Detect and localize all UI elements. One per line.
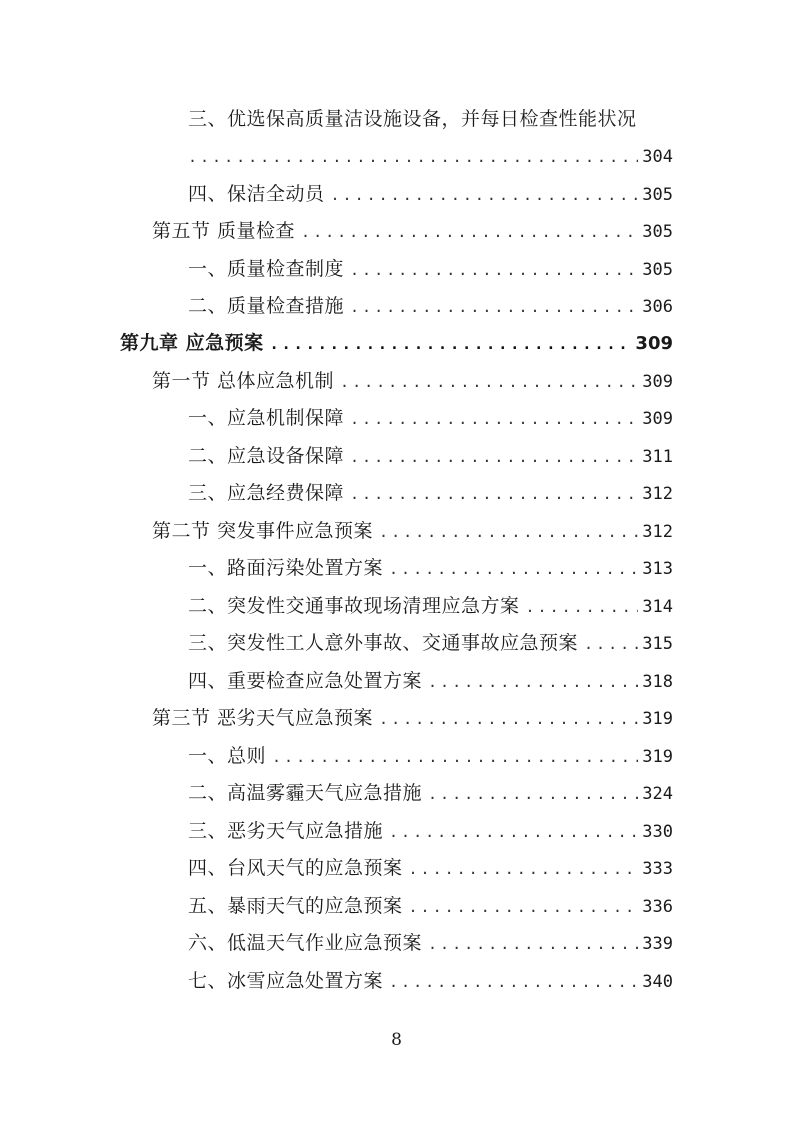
toc-entry[interactable] bbox=[152, 703, 673, 733]
toc-entry-page: 305 bbox=[642, 260, 673, 280]
toc-leader-dots bbox=[188, 142, 638, 172]
toc-entry-page: 324 bbox=[642, 784, 673, 804]
toc-entry[interactable] bbox=[188, 666, 673, 696]
toc-entry-page: 305 bbox=[642, 185, 673, 205]
toc-leader-dots bbox=[350, 255, 638, 285]
toc-entry-page: 311 bbox=[642, 447, 673, 467]
toc-entry[interactable] bbox=[188, 291, 673, 321]
toc-leader-dots bbox=[272, 742, 638, 772]
toc-entry-label: 七、冰雪应急处置方案 bbox=[188, 970, 384, 992]
toc-leader-dots bbox=[340, 367, 638, 397]
toc-entry-page: 306 bbox=[642, 297, 673, 317]
toc-entry-label: 第一节 总体应急机制 bbox=[152, 370, 335, 392]
toc-entry-label: 四、保洁全动员 bbox=[188, 183, 325, 205]
toc-entry-label: 第九章 应急预案 bbox=[120, 332, 264, 354]
toc-entry-page: 313 bbox=[642, 559, 673, 579]
toc-entry-label: 六、低温天气作业应急预案 bbox=[188, 932, 423, 954]
toc-entry-page: 318 bbox=[642, 672, 673, 692]
toc-entry-page: 304 bbox=[642, 147, 673, 167]
toc-leader-dots bbox=[331, 180, 639, 210]
toc-entry-page: 330 bbox=[642, 822, 673, 842]
toc-leader-dots bbox=[350, 442, 638, 472]
toc-entry[interactable] bbox=[188, 553, 673, 583]
toc-leader-dots bbox=[584, 629, 638, 659]
toc-leader-dots bbox=[409, 854, 639, 884]
toc-entry-label: 第二节 突发事件应急预案 bbox=[152, 520, 374, 542]
toc-entry[interactable] bbox=[188, 591, 673, 621]
toc-chapter-entry[interactable] bbox=[120, 328, 673, 358]
toc-entry[interactable] bbox=[188, 816, 673, 846]
toc-entry-label: 第五节 质量检查 bbox=[152, 220, 296, 242]
toc-entry[interactable] bbox=[188, 778, 673, 808]
toc-entry-page: 333 bbox=[642, 859, 673, 879]
toc-entry-label: 二、高温雾霾天气应急措施 bbox=[188, 782, 423, 804]
toc-entry-label: 四、重要检查应急处置方案 bbox=[188, 670, 423, 692]
toc-leader-dots bbox=[428, 929, 638, 959]
toc-entry[interactable] bbox=[152, 516, 673, 546]
toc-leader-dots bbox=[389, 817, 638, 847]
toc-leader-dots bbox=[350, 404, 638, 434]
toc-entry-label: 三、优选保高质量洁设施设备，并每日检查性能状况 bbox=[188, 108, 637, 130]
toc-entry-label: 二、突发性交通事故现场清理应急方案 bbox=[188, 595, 520, 617]
toc-entry-label: 三、突发性工人意外事故、交通事故应急预案 bbox=[188, 632, 579, 654]
toc-entry-page: 339 bbox=[642, 934, 673, 954]
toc-entry[interactable] bbox=[188, 891, 673, 921]
toc-entry[interactable] bbox=[188, 628, 673, 658]
toc-entry-label: 一、质量检查制度 bbox=[188, 258, 345, 280]
toc-entry-label: 一、总则 bbox=[188, 745, 267, 767]
toc-entry-page: 305 bbox=[642, 222, 673, 242]
toc-leader-dots bbox=[428, 667, 638, 697]
toc-leader-dots bbox=[389, 967, 638, 997]
toc-entry-page: 319 bbox=[642, 709, 673, 729]
toc-entry[interactable] bbox=[188, 928, 673, 958]
toc-entry-label: 五、暴雨天气的应急预案 bbox=[188, 895, 403, 917]
toc-entry[interactable] bbox=[188, 853, 673, 883]
toc-entry-label: 二、应急设备保障 bbox=[188, 445, 345, 467]
toc-leader-dots bbox=[389, 554, 638, 584]
toc-entry-label: 一、应急机制保障 bbox=[188, 407, 345, 429]
toc-leader-dots bbox=[270, 329, 632, 359]
toc-entry[interactable] bbox=[188, 441, 673, 471]
toc-entry-label: 三、应急经费保障 bbox=[188, 482, 345, 504]
toc-entry-page: 314 bbox=[642, 597, 673, 617]
toc-entry-page: 309 bbox=[635, 333, 673, 354]
toc-leader-dots bbox=[379, 704, 638, 734]
toc-entry-label: 第三节 恶劣天气应急预案 bbox=[152, 707, 374, 729]
toc-entry-page: 309 bbox=[642, 409, 673, 429]
toc-entry[interactable] bbox=[188, 966, 673, 996]
toc-entry[interactable] bbox=[188, 741, 673, 771]
toc-entry-page: 315 bbox=[642, 634, 673, 654]
toc-entry[interactable] bbox=[152, 216, 673, 246]
toc-entry-page: 312 bbox=[642, 522, 673, 542]
toc-entry[interactable] bbox=[188, 478, 673, 508]
toc-entry-page: 319 bbox=[642, 747, 673, 767]
toc-entry-label: 二、质量检查措施 bbox=[188, 295, 345, 317]
toc-entry-page: 312 bbox=[642, 484, 673, 504]
toc-leader-dots bbox=[350, 479, 638, 509]
toc-leader-dots bbox=[301, 217, 638, 247]
page-number: 8 bbox=[391, 1030, 402, 1050]
toc-entry[interactable] bbox=[188, 254, 673, 284]
toc-leader-dots bbox=[428, 779, 638, 809]
toc-entry[interactable] bbox=[188, 403, 673, 433]
toc-entry-continuation[interactable] bbox=[188, 142, 673, 172]
toc-entry[interactable] bbox=[152, 366, 673, 396]
toc-entry-page: 340 bbox=[642, 972, 673, 992]
toc-entry-label: 四、台风天气的应急预案 bbox=[188, 857, 403, 879]
toc-entry-page: 336 bbox=[642, 897, 673, 917]
toc-entry[interactable] bbox=[188, 179, 673, 209]
toc-entry[interactable] bbox=[188, 104, 673, 134]
toc-entry-page: 309 bbox=[642, 372, 673, 392]
toc-leader-dots bbox=[526, 592, 639, 622]
toc-leader-dots bbox=[350, 292, 638, 322]
toc-entry-label: 一、路面污染处置方案 bbox=[188, 557, 384, 579]
toc-entry-label: 三、恶劣天气应急措施 bbox=[188, 820, 384, 842]
toc-leader-dots bbox=[379, 517, 638, 547]
toc-leader-dots bbox=[409, 892, 639, 922]
